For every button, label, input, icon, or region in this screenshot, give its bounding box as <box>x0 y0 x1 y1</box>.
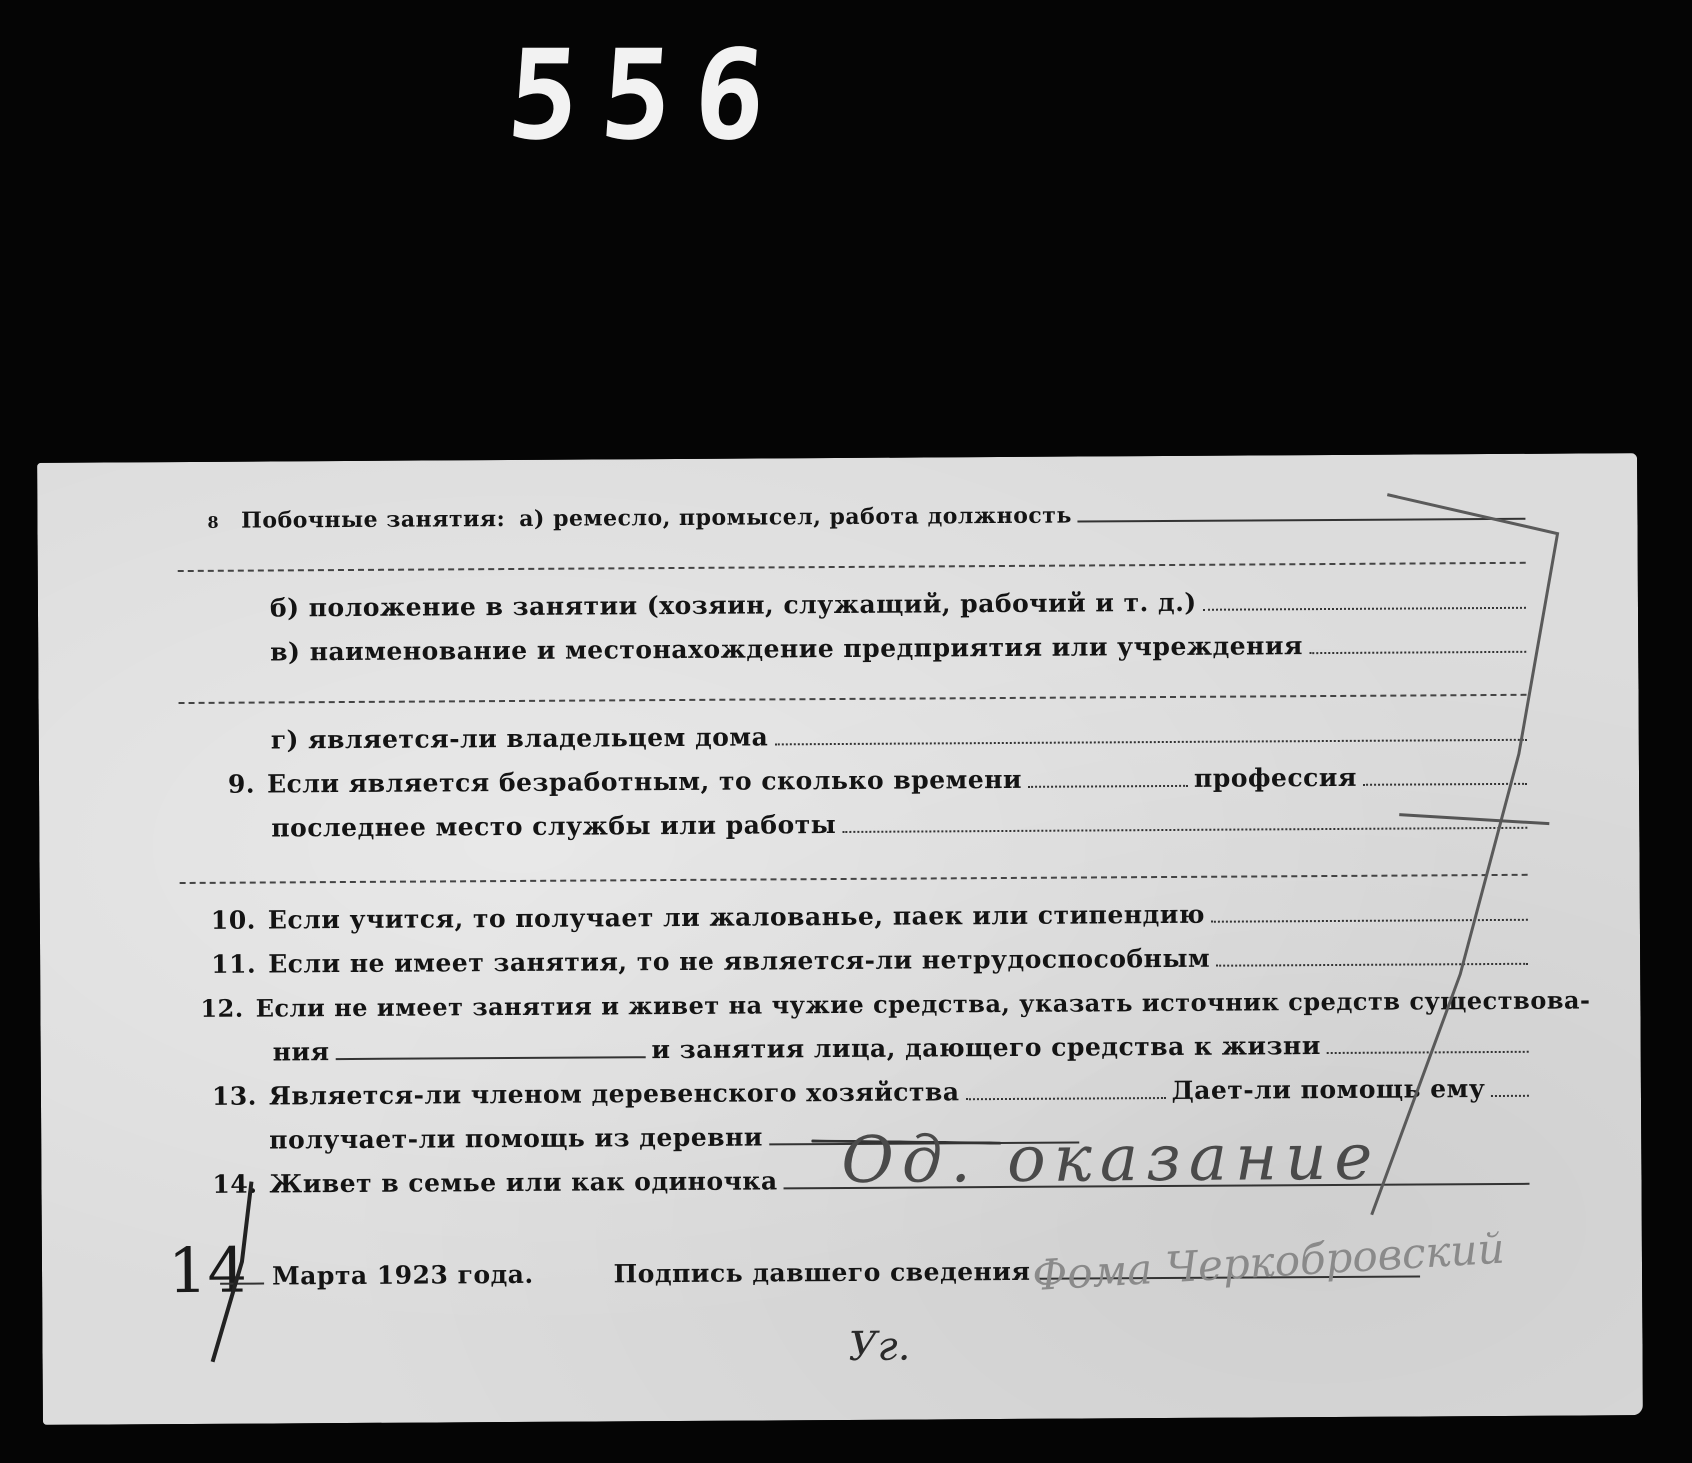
q12-cont-a: ния <box>272 1037 330 1067</box>
q13-receives-label: получает-ли помощь из деревни <box>269 1122 763 1155</box>
q9-label: Если является безработным, то сколько времени <box>266 764 1023 799</box>
handwritten-initials: Уг. <box>848 1323 911 1370</box>
handwritten-signature: Фома Черкобровский <box>1030 1223 1506 1301</box>
q14-number: 14. <box>212 1169 258 1199</box>
q13-label: Является-ли членом деревенского хозяйства <box>268 1077 960 1111</box>
q12-label: Если не имеет занятия и живет на чужие средства, указать источник средств существова- <box>255 985 1591 1023</box>
q8-b-label: б) положение в занятии (хозяин, служащий, рабочий и т. д.) <box>269 587 1197 623</box>
q10-number: 10. <box>210 905 256 935</box>
footer-day: 14 <box>167 1233 248 1308</box>
q14-label: Живет в семье или как одиночка <box>269 1166 778 1199</box>
q9-last-place-label: последнее место службы или работы <box>271 810 837 843</box>
q13-help-label: Дает-ли помощь ему <box>1171 1074 1486 1105</box>
footer-signature-label: Подпись давшего сведения <box>613 1256 1031 1289</box>
q12-number: 12. <box>200 993 244 1023</box>
frame-number: 556 <box>502 22 793 168</box>
pen-check-mark <box>37 453 1643 1425</box>
q8-v-label: в) наименование и местонахождение предприятия или учреждения <box>270 631 1304 667</box>
q14-handwritten-answer: Од. оказание <box>841 1120 1381 1198</box>
q11-label: Если не имеет занятия, то не является-ли нетрудоспособным <box>268 943 1211 979</box>
q13-number: 13. <box>211 1081 258 1111</box>
q8-a-label: а) ремесло, промысел, работа должность <box>519 502 1072 532</box>
q9-number: 9. <box>227 769 256 799</box>
q8-g-label: г) является-ли владельцем дома <box>270 722 769 755</box>
q9-profession-label: профессия <box>1193 762 1357 793</box>
q11-number: 11. <box>211 949 257 979</box>
q8-title: Побочные занятия: <box>240 506 506 534</box>
q10-label: Если учится, то получает ли жалованье, паек или стипендию <box>267 899 1206 935</box>
q12-cont-b: и занятия лица, дающего средства к жизни <box>651 1031 1321 1065</box>
q8-number: 8 <box>207 512 220 532</box>
footer-date: Марта 1923 года. <box>271 1259 534 1291</box>
census-form-card <box>37 453 1643 1425</box>
